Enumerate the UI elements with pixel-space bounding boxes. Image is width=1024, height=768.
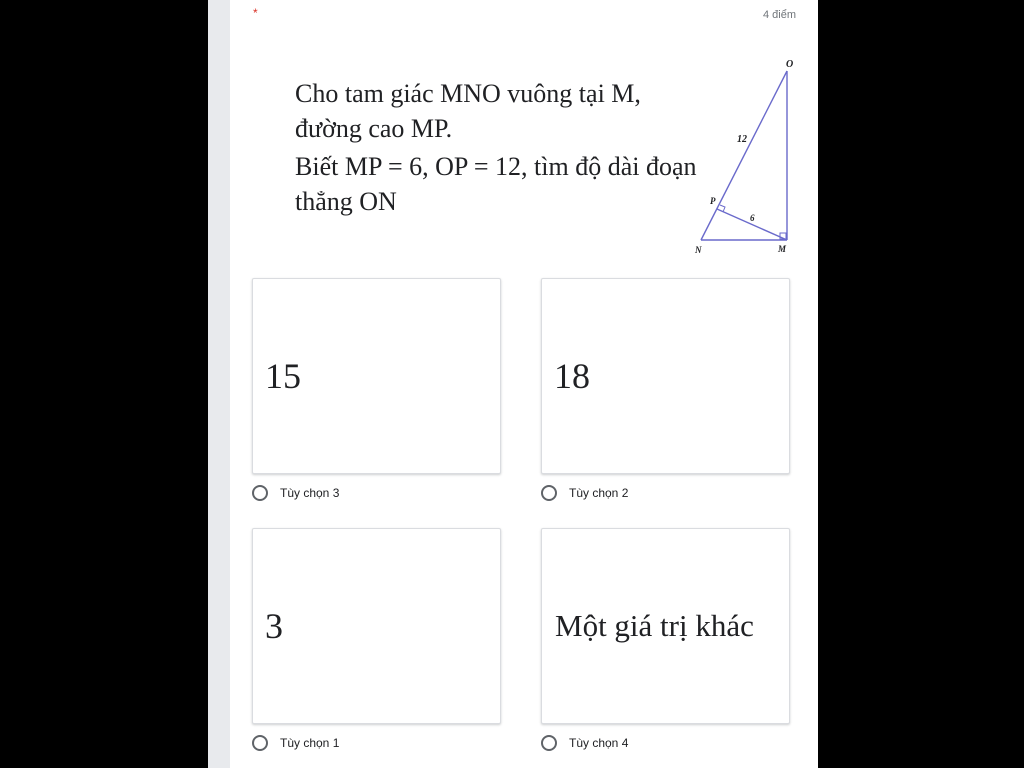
- option-label: Tùy chọn 2: [569, 486, 629, 500]
- option-label: Tùy chọn 3: [280, 486, 340, 500]
- radio-button[interactable]: [541, 485, 557, 501]
- vertex-o-label: O: [786, 59, 794, 70]
- option-image-4[interactable]: [541, 528, 790, 724]
- question-paragraph-1: Cho tam giác MNO vuông tại M, đường cao MP.: [295, 79, 641, 143]
- option-row-4[interactable]: [541, 733, 628, 753]
- radio-button[interactable]: [252, 735, 268, 751]
- option-image-3[interactable]: [252, 528, 501, 724]
- question-card: [230, 0, 818, 768]
- vertex-p-label: P: [710, 196, 716, 206]
- label-op: 12: [737, 134, 747, 145]
- option-label: Tùy chọn 1: [280, 736, 340, 750]
- radio-button[interactable]: [252, 485, 268, 501]
- option-image-1[interactable]: [252, 278, 501, 474]
- option-value: 15: [265, 356, 301, 396]
- option-value: 3: [265, 606, 283, 646]
- vertex-n-label: N: [695, 245, 702, 255]
- option-value: 18: [554, 356, 590, 396]
- side-on: [701, 71, 787, 240]
- option-label: Tùy chọn 4: [569, 736, 629, 750]
- question-paragraph-2: Biết MP = 6, OP = 12, tìm độ dài đoạn thẳng ON: [295, 152, 697, 216]
- option-row-1[interactable]: [252, 483, 339, 503]
- option-row-3[interactable]: [252, 733, 339, 753]
- option-value: Một giá trị khác: [555, 608, 754, 643]
- label-mp: 6: [750, 213, 755, 223]
- question-text: [252, 76, 702, 219]
- radio-button[interactable]: [541, 735, 557, 751]
- option-image-2[interactable]: [541, 278, 790, 474]
- points-label: 4 điểm: [762, 9, 796, 21]
- required-marker: *: [253, 6, 258, 20]
- vertex-m-label: M: [778, 244, 787, 254]
- triangle-figure: [690, 55, 800, 260]
- option-row-2[interactable]: [541, 483, 628, 503]
